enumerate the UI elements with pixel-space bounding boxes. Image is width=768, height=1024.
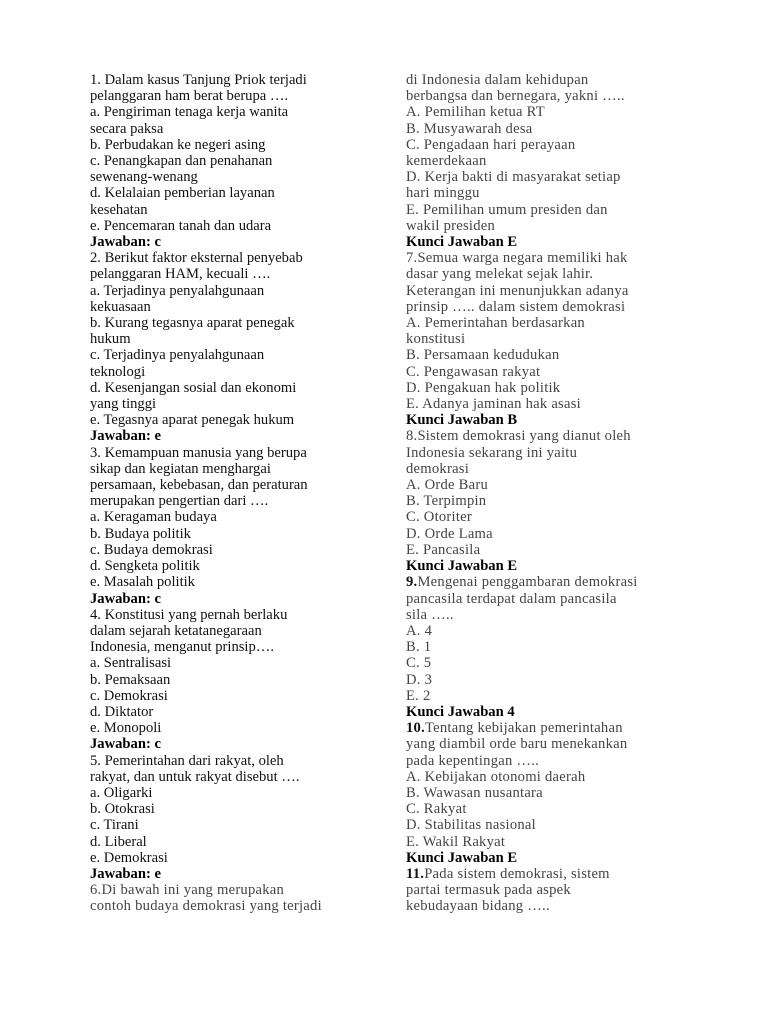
text-line (406, 266, 706, 282)
text-line (406, 509, 706, 525)
text-line (406, 655, 706, 671)
text-line (90, 283, 380, 299)
line-text: B. Musyawarah desa (406, 120, 533, 137)
line-text: kekuasaan (90, 298, 151, 315)
text-line (406, 299, 706, 315)
line-text: A. Orde Baru (406, 477, 489, 494)
line-text: e. Monopoli (90, 720, 162, 737)
line-text: pelanggaran ham berat berupa …. (90, 88, 289, 105)
line-text: Kunci Jawaban E (406, 558, 518, 575)
line-text: c. Budaya demokrasi (90, 541, 213, 558)
line-text: pelanggaran HAM, kecuali …. (90, 266, 271, 283)
text-line (406, 396, 706, 412)
text-line (90, 364, 380, 380)
line-text: c. Penangkapan dan penahanan (90, 153, 273, 170)
text-line (406, 461, 706, 477)
text-line (406, 526, 706, 542)
line-text: D. Stabilitas nasional (406, 817, 536, 834)
text-line (90, 461, 380, 477)
line-text: partai termasuk pada aspek (406, 882, 571, 899)
line-text: b. Otokrasi (90, 801, 155, 818)
line-text: c. Terjadinya penyalahgunaan (90, 347, 265, 364)
text-line (406, 477, 706, 493)
line-text: b. Perbudakan ke negeri asing (90, 136, 266, 153)
text-line (406, 347, 706, 363)
text-line (406, 493, 706, 509)
text-line (406, 574, 706, 590)
text-line (406, 736, 706, 752)
text-line (90, 88, 380, 104)
line-text: Indonesia, menganut prinsip…. (90, 639, 275, 656)
text-line (406, 88, 706, 104)
line-text: teknologi (90, 363, 146, 380)
text-line (90, 250, 380, 266)
text-line (90, 315, 380, 331)
text-line (90, 169, 380, 185)
text-line (406, 834, 706, 850)
text-line (90, 202, 380, 218)
text-line (406, 202, 706, 218)
line-text: A. 4 (406, 622, 433, 639)
line-text: D. Kerja bakti di masyarakat setiap (406, 169, 621, 186)
line-text: pancasila terdapat dalam pancasila (406, 590, 617, 607)
line-text: a. Terjadinya penyalahgunaan (90, 282, 265, 299)
text-line (90, 720, 380, 736)
line-text: b. Pemaksaan (90, 671, 171, 688)
line-text: b. Kurang tegasnya aparat penegak (90, 315, 295, 332)
line-text: 7.Semua warga negara memiliki hak (406, 250, 628, 267)
text-line (90, 704, 380, 720)
text-line (406, 218, 706, 234)
line-text: berbangsa dan bernegara, yakni ….. (406, 88, 625, 105)
line-text: merupakan pengertian dari …. (90, 493, 269, 510)
line-text: a. Keragaman budaya (90, 509, 217, 526)
line-text: C. Pengadaan hari perayaan (406, 136, 576, 153)
line-text: persamaan, kebebasan, dan peraturan (90, 477, 308, 494)
line-text: E. 2 (406, 687, 431, 704)
line-text: B. 1 (406, 639, 432, 656)
line-text: D. 3 (406, 671, 433, 688)
text-line (406, 785, 706, 801)
question-number: 11. (406, 865, 425, 882)
right-column (406, 72, 706, 915)
line-text: E. Pancasila (406, 541, 481, 558)
line-text: B. Persamaan kedudukan (406, 347, 560, 364)
text-line (406, 380, 706, 396)
text-line (90, 396, 380, 412)
text-line (90, 218, 380, 234)
answer-key-line (406, 558, 706, 574)
line-text: Mengenai penggambaran demokrasi (417, 574, 638, 591)
text-line (406, 185, 706, 201)
text-line (90, 185, 380, 201)
line-text: B. Terpimpin (406, 493, 487, 510)
text-line (406, 250, 706, 266)
text-line (90, 639, 380, 655)
answer-key-line (90, 234, 380, 250)
line-text: A. Pemerintahan berdasarkan (406, 315, 585, 332)
text-line (406, 428, 706, 444)
line-text: E. Pemilihan umum presiden dan (406, 201, 608, 218)
text-line (406, 801, 706, 817)
text-line (90, 785, 380, 801)
text-line (406, 121, 706, 137)
text-line (90, 817, 380, 833)
answer-key-line (90, 866, 380, 882)
text-line (90, 266, 380, 282)
text-line (406, 753, 706, 769)
line-text: konstitusi (406, 331, 466, 348)
answer-key-line (406, 850, 706, 866)
text-line (90, 623, 380, 639)
line-text: secara paksa (90, 120, 164, 137)
text-line (90, 834, 380, 850)
text-line (90, 412, 380, 428)
line-text: 5. Pemerintahan dari rakyat, oleh (90, 752, 284, 769)
text-line (90, 882, 380, 898)
text-line (90, 445, 380, 461)
line-text: e. Tegasnya aparat penegak hukum (90, 412, 295, 429)
text-line (90, 672, 380, 688)
text-line (90, 153, 380, 169)
text-line (90, 753, 380, 769)
text-line (90, 104, 380, 120)
text-line (90, 72, 380, 88)
line-text: dalam sejarah ketatanegaraan (90, 622, 262, 639)
text-line (406, 898, 706, 914)
answer-key-line (90, 428, 380, 444)
line-text: 3. Kemampuan manusia yang berupa (90, 444, 307, 461)
text-line (406, 882, 706, 898)
line-text: 1. Dalam kasus Tanjung Priok terjadi (90, 72, 307, 88)
text-line (90, 526, 380, 542)
line-text: b. Budaya politik (90, 525, 191, 542)
question-number: 10. (406, 720, 425, 737)
line-text: sila ….. (406, 606, 454, 623)
line-text: Tentang kebijakan pemerintahan (425, 720, 623, 737)
text-line (406, 866, 706, 882)
line-text: dasar yang melekat sejak lahir. (406, 266, 594, 283)
text-line (90, 477, 380, 493)
line-text: Kunci Jawaban 4 (406, 703, 515, 720)
text-line (90, 850, 380, 866)
line-text: C. Rakyat (406, 801, 467, 818)
line-text: C. Pengawasan rakyat (406, 363, 541, 380)
line-text: 4. Konstitusi yang pernah berlaku (90, 606, 288, 623)
line-text: di Indonesia dalam kehidupan (406, 72, 589, 88)
line-text: Kunci Jawaban E (406, 234, 518, 251)
text-line (406, 639, 706, 655)
text-line (406, 623, 706, 639)
text-line (90, 380, 380, 396)
line-text: Indonesia sekarang ini yaitu (406, 444, 578, 461)
line-text: E. Wakil Rakyat (406, 833, 506, 850)
line-text: A. Kebijakan otonomi daerah (406, 768, 586, 785)
text-line (406, 591, 706, 607)
line-text: kemerdekaan (406, 153, 487, 170)
text-line (90, 688, 380, 704)
line-text: Jawaban: e (90, 428, 161, 445)
text-line (406, 72, 706, 88)
line-text: D. Orde Lama (406, 525, 493, 542)
line-text: Keterangan ini menunjukkan adanya (406, 282, 629, 299)
line-text: prinsip ….. dalam sistem demokrasi (406, 298, 626, 315)
line-text: a. Pengiriman tenaga kerja wanita (90, 104, 289, 121)
answer-key-line (90, 736, 380, 752)
text-line (406, 153, 706, 169)
line-text: demokrasi (406, 460, 470, 477)
question-number: 9. (406, 574, 418, 591)
line-text: Jawaban: c (90, 736, 161, 753)
text-line (90, 655, 380, 671)
line-text: wakil presiden (406, 217, 496, 234)
text-line (406, 688, 706, 704)
text-line (90, 347, 380, 363)
text-line (90, 542, 380, 558)
line-text: Kunci Jawaban B (406, 412, 518, 429)
line-text: yang diambil orde baru menekankan (406, 736, 628, 753)
answer-key-line (90, 591, 380, 607)
line-text: c. Tirani (90, 817, 139, 834)
text-line (90, 299, 380, 315)
answer-key-line (406, 412, 706, 428)
text-line (406, 331, 706, 347)
line-text: d. Diktator (90, 703, 154, 720)
line-text: d. Sengketa politik (90, 558, 200, 575)
text-line (406, 769, 706, 785)
line-text: Jawaban: c (90, 234, 161, 251)
text-line (90, 137, 380, 153)
line-text: a. Oligarki (90, 784, 153, 801)
text-line (406, 607, 706, 623)
line-text: Jawaban: e (90, 865, 161, 882)
line-text: D. Pengakuan hak politik (406, 379, 561, 396)
answer-key-line (406, 234, 706, 250)
text-line (406, 315, 706, 331)
line-text: e. Demokrasi (90, 849, 168, 866)
line-text: 8.Sistem demokrasi yang dianut oleh (406, 428, 631, 445)
text-line (90, 331, 380, 347)
line-text: sikap dan kegiatan menghargai (90, 460, 271, 477)
text-line (406, 672, 706, 688)
text-line (90, 509, 380, 525)
text-line (406, 104, 706, 120)
line-text: 6.Di bawah ini yang merupakan (90, 882, 285, 899)
line-text: Jawaban: c (90, 590, 161, 607)
line-text: Kunci Jawaban E (406, 849, 518, 866)
text-line (90, 574, 380, 590)
line-text: kebudayaan bidang ….. (406, 898, 550, 915)
line-text: 2. Berikut faktor eksternal penyebab (90, 250, 303, 267)
text-line (406, 169, 706, 185)
line-text: contoh budaya demokrasi yang terjadi (90, 898, 322, 915)
line-text: d. Liberal (90, 833, 147, 850)
text-line (406, 364, 706, 380)
text-line (90, 607, 380, 623)
line-text: rakyat, dan untuk rakyat disebut …. (90, 768, 300, 785)
text-line (90, 898, 380, 914)
text-line (90, 493, 380, 509)
line-text: pada kepentingan ….. (406, 752, 540, 769)
line-text: d. Kelalaian pemberian layanan (90, 185, 275, 202)
line-text: kesehatan (90, 201, 148, 218)
text-line (90, 558, 380, 574)
line-text: sewenang-wenang (90, 169, 198, 186)
line-text: A. Pemilihan ketua RT (406, 104, 545, 121)
line-text: hukum (90, 331, 131, 348)
line-text: hari minggu (406, 185, 480, 202)
line-text: yang tinggi (90, 396, 157, 413)
text-line (406, 137, 706, 153)
line-text: d. Kesenjangan sosial dan ekonomi (90, 379, 297, 396)
text-line (406, 720, 706, 736)
left-column (90, 72, 380, 915)
answer-key-line (406, 704, 706, 720)
line-text: e. Pencemaran tanah dan udara (90, 217, 272, 234)
line-text: E. Adanya jaminan hak asasi (406, 396, 581, 413)
line-text: a. Sentralisasi (90, 655, 172, 672)
text-line (90, 121, 380, 137)
text-line (406, 283, 706, 299)
text-line (406, 445, 706, 461)
text-line (406, 817, 706, 833)
line-text: e. Masalah politik (90, 574, 195, 591)
text-line (90, 769, 380, 785)
line-text: C. 5 (406, 655, 432, 672)
text-line (90, 801, 380, 817)
line-text: c. Demokrasi (90, 687, 168, 704)
line-text: C. Otoriter (406, 509, 472, 526)
text-line (406, 542, 706, 558)
line-text: B. Wawasan nusantara (406, 784, 543, 801)
line-text: Pada sistem demokrasi, sistem (424, 865, 610, 882)
